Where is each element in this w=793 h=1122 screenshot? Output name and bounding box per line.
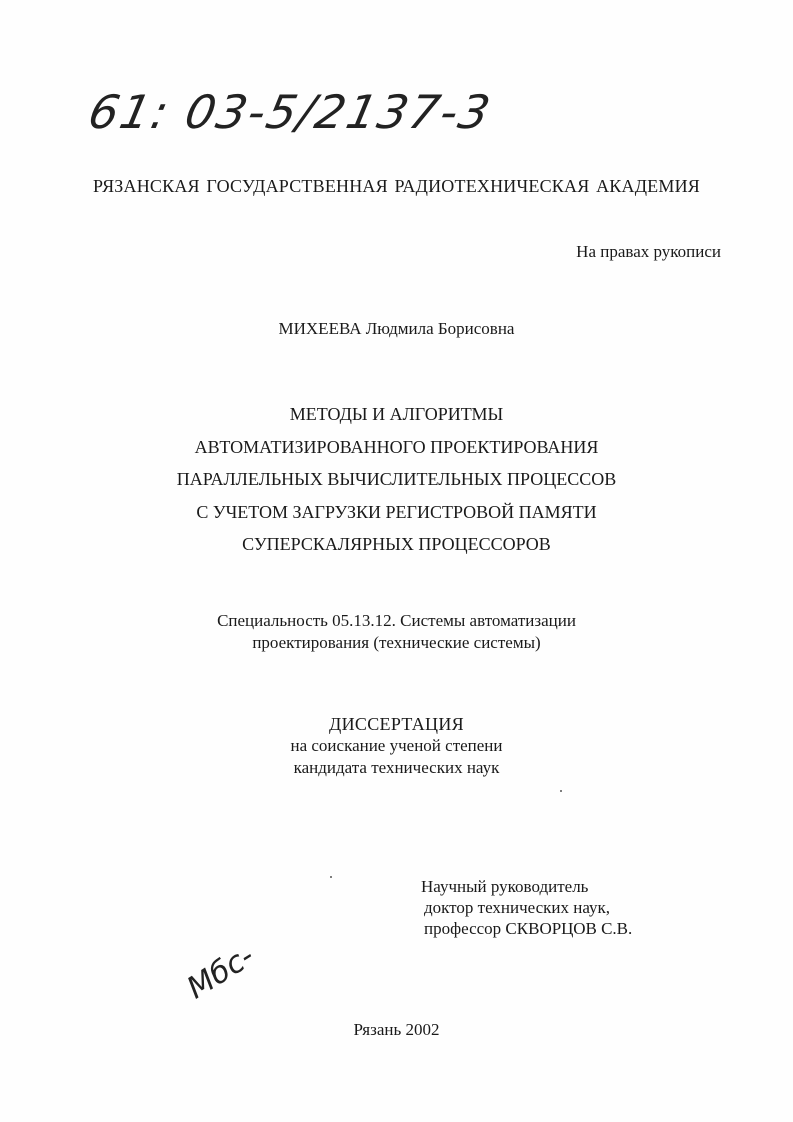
dissertation-block (0, 713, 793, 779)
rights-note: На правах рукописи (576, 242, 721, 261)
supervisor-block (421, 876, 632, 939)
specialty-line: Специальность 05.13.12. Системы автоматизации (217, 611, 576, 630)
title-line: С УЧЕТОМ ЗАГРУЗКИ РЕГИСТРОВОЙ ПАМЯТИ (196, 501, 597, 522)
title-line: АВТОМАТИЗИРОВАННОГО ПРОЕКТИРОВАНИЯ (194, 436, 599, 457)
title-line: СУПЕРСКАЛЯРНЫХ ПРОЦЕССОРОВ (242, 534, 551, 554)
supervisor-role: Научный руководитель (421, 877, 589, 896)
author-name: МИХЕЕВА Людмила Борисовна (278, 319, 515, 338)
degree-line: на соискание ученой степени (290, 736, 503, 755)
handwritten-code (83, 72, 497, 152)
degree-line: кандидата технических наук (293, 758, 500, 777)
dissertation-label: ДИССЕРТАЦИЯ (329, 714, 464, 734)
scan-speck (560, 790, 562, 792)
dissertation-title (0, 398, 793, 561)
specialty-line: проектирования (технические системы) (252, 633, 541, 652)
institution-name: РЯЗАНСКАЯ ГОСУДАРСТВЕННАЯ РАДИОТЕХНИЧЕСКАЯ АКАДЕМИЯ (93, 176, 700, 196)
signature-text: Мбс- (181, 938, 261, 1007)
title-line: ПАРАЛЛЕЛЬНЫХ ВЫЧИСЛИТЕЛЬНЫХ ПРОЦЕССОВ (176, 469, 617, 489)
supervisor-degree: доктор технических наук, (424, 898, 611, 917)
specialty-block (0, 610, 793, 654)
handwritten-code-text: 61: 03-5/2137-3 (83, 85, 497, 139)
title-line: МЕТОДЫ И АЛГОРИТМЫ (289, 404, 504, 424)
city-year: Рязань 2002 (353, 1020, 440, 1039)
handwritten-signature (172, 900, 312, 1007)
supervisor-name: профессор СКВОРЦОВ С.В. (424, 919, 633, 938)
scan-speck (330, 876, 332, 878)
